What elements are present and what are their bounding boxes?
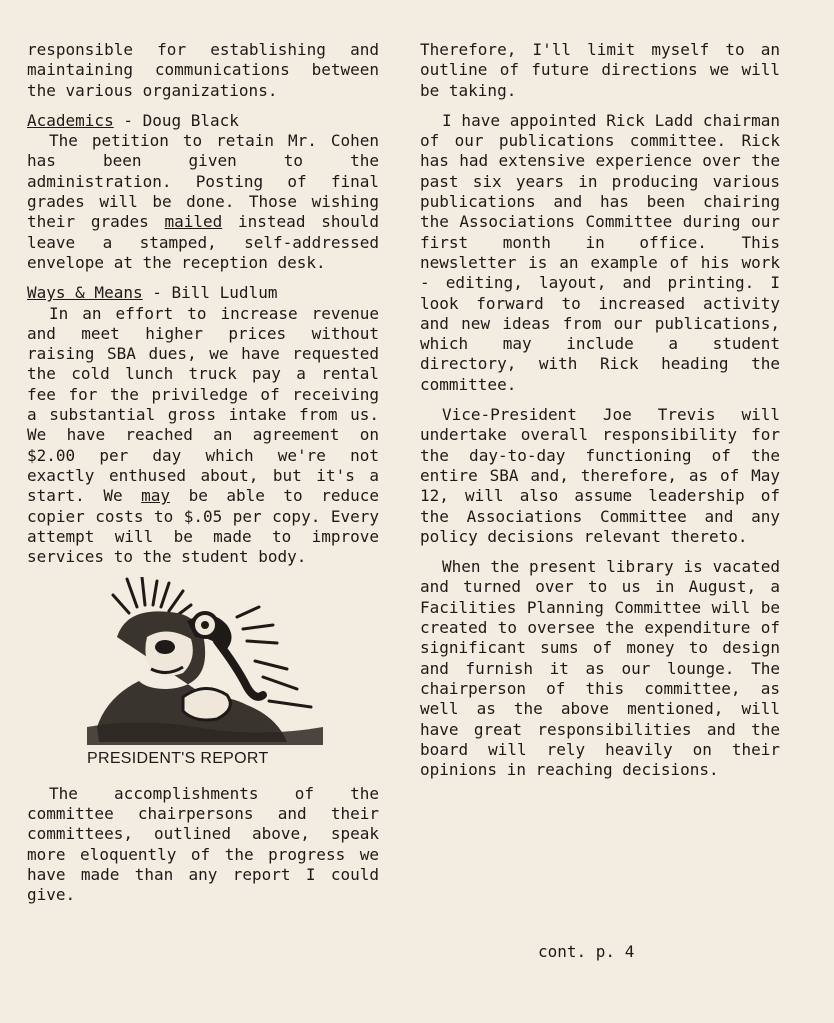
ways-means-text-after: be able to reduce copier costs to $.05 per copy. Every attempt will be made to improve services to the student body.: [27, 486, 379, 567]
academics-heading: Academics: [27, 110, 114, 130]
figure-caption: PRESIDENT'S REPORT: [87, 750, 269, 768]
continued-note: cont. p. 4: [538, 942, 635, 961]
ways-means-section: [27, 283, 379, 567]
academics-author: - Doug Black: [123, 110, 239, 130]
left-column: [27, 40, 379, 916]
ways-means-paragraph: [27, 304, 379, 568]
right-column: [420, 40, 780, 790]
intro-paragraph: responsible for establishing and maintaining communications between the various organizations.: [27, 40, 379, 100]
academics-text-before: The petition to retain Mr. Cohen has been given to the administration. Posting of final grades will be done. Those wishing their grades: [27, 131, 379, 232]
academics-section: [27, 111, 379, 273]
cartoon-illustration: [87, 577, 327, 747]
ways-means-heading: Ways & Means: [27, 283, 143, 303]
ways-means-underlined-word: may: [141, 486, 171, 506]
academics-heading-line: [27, 111, 379, 131]
right-paragraph-3: Vice-President Joe Trevis will undertake overall responsibility for the day-to-day functioning of the entire SBA and, therefore, as of May 12, will also assume leadership of the Associations Committee and any policy decisions relevant thereto.: [420, 405, 780, 546]
academics-underlined-word: mailed: [164, 212, 223, 232]
right-paragraph-4: When the present library is vacated and turned over to us in August, a Facilities Planning Committee will be created to oversee the expenditure of significant sums of money to design and furnish it as our lounge. The chairperson of this committee, as well as the above mentioned, will have great responsibilities and the board will rely heavily on their opinions in reaching decisions.: [420, 557, 780, 780]
ways-means-heading-line: [27, 283, 379, 303]
cartoon-telephone-icon: [87, 577, 327, 747]
ways-means-author: - Bill Ludlum: [152, 283, 278, 303]
academics-paragraph: [27, 131, 379, 273]
right-paragraph-2: I have appointed Rick Ladd chairman of our publications committee. Rick has had extensive experience over the past six years in producing various publications and has been chairing the Associations Committee during our first month in office. This newsletter is an example of his work - editing, layout, and printing. I look forward to increased activity and new ideas from our publications, which may include a student directory, with Rick heading the committee.: [420, 110, 780, 394]
ways-means-text-before: In an effort to increase revenue and meet higher prices without raising SBA dues, we have requested the cold lunch truck pay a rental fee for the priviledge of receiving a substantial gross intake from us. We have reached an agreement on $2.00 per day which we're not exactly enthused about, but it's a start. We: [27, 303, 379, 506]
academics-text-after: instead should leave a stamped, self-addressed envelope at the reception desk.: [27, 212, 379, 272]
president-paragraph: The accomplishments of the committee chairpersons and their committees, outlined above, speak more eloquently of the progress we have made than any report I could give.: [27, 783, 379, 905]
right-paragraph-1: Therefore, I'll limit myself to an outline of future directions we will be taking.: [420, 40, 780, 100]
